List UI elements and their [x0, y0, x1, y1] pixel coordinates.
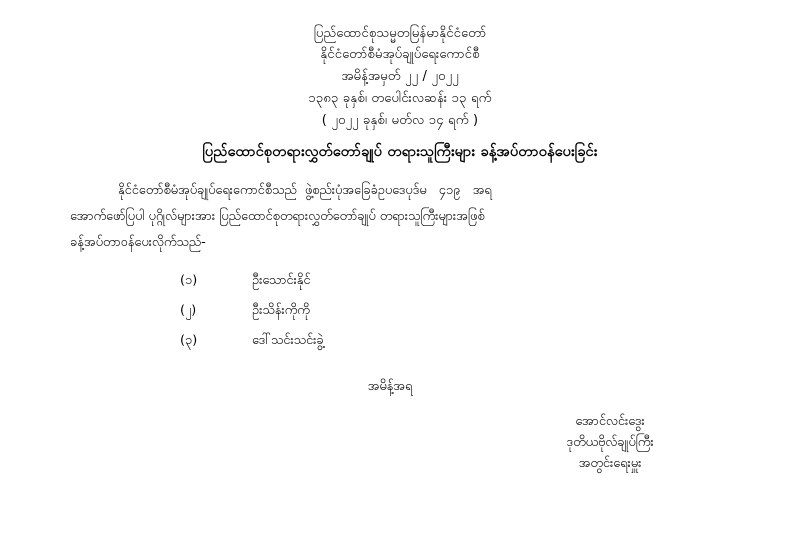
header-order-number: အမိန့်အမှတ် ၂၂ / ၂၀၂၂ [341, 69, 459, 84]
header-council-line: နိုင်ငံတော်စီမံအုပ်ချုပ်ရေးကောင်စီ [320, 47, 480, 62]
list-item-number: (၁) [180, 273, 198, 288]
header-date-burmese-era: ၁၃၈၃ ခုနှစ်၊ တပေါင်းလဆန်း ၁၃ ရက် [308, 91, 492, 106]
list-item [70, 296, 730, 326]
body-paragraph-line-1: နိုင်ငံတော်စီမံအုပ်ချုပ်ရေးကောင်စီသည် ဖွဲ့စည်းပုံအခြေခံဥပဒေပုဒ်မ ၄၁၉ အရ [118, 183, 492, 198]
signatory-rank: ဒုတိယဗိုလ်ချုပ်ကြီး [566, 435, 654, 450]
list-item [70, 266, 730, 296]
document-body [70, 178, 730, 256]
document-header [70, 24, 730, 130]
list-item-number: (၃) [180, 333, 198, 348]
list-item-name: ဦးသိန်းကိုကို [252, 303, 310, 318]
appointee-list [70, 266, 730, 356]
signatory-name: အောင်လင်းဒွေး [575, 414, 645, 429]
page-title: ပြည်ထောင်စုတရားလွှတ်တော်ချုပ် တရားသူကြီးများ ခန့်အပ်တာဝန်ပေးခြင်း [202, 144, 598, 160]
by-order-label: အမိန့်အရ [367, 379, 413, 394]
signatory-position: အတွင်းရေးမှူး [578, 456, 642, 471]
body-paragraph-line-2: အောက်ဖော်ပြပါ ပုဂ္ဂိုလ်များအား ပြည်ထောင်စုတရားလွှတ်တော်ချုပ် တရားသူကြီးများအဖြစ် [70, 209, 485, 224]
list-item-name: ဦးသောင်းနိုင် [252, 273, 311, 288]
list-item-number: (၂) [180, 303, 197, 318]
header-date-gregorian: ( ၂၀၂၂ ခုနှစ်၊ မတ်လ ၁၄ ရက် ) [321, 113, 479, 128]
list-item-name: ဒေါ်သင်းသင်းခွဲ့ [252, 333, 324, 348]
signature-block [70, 411, 730, 474]
header-country-line: ပြည်ထောင်စုသမ္မတမြန်မာနိုင်ငံတော် [313, 26, 487, 41]
body-paragraph-line-3: ခန့်အပ်တာဝန်ပေးလိုက်သည်- [70, 235, 206, 250]
list-item [70, 326, 730, 356]
